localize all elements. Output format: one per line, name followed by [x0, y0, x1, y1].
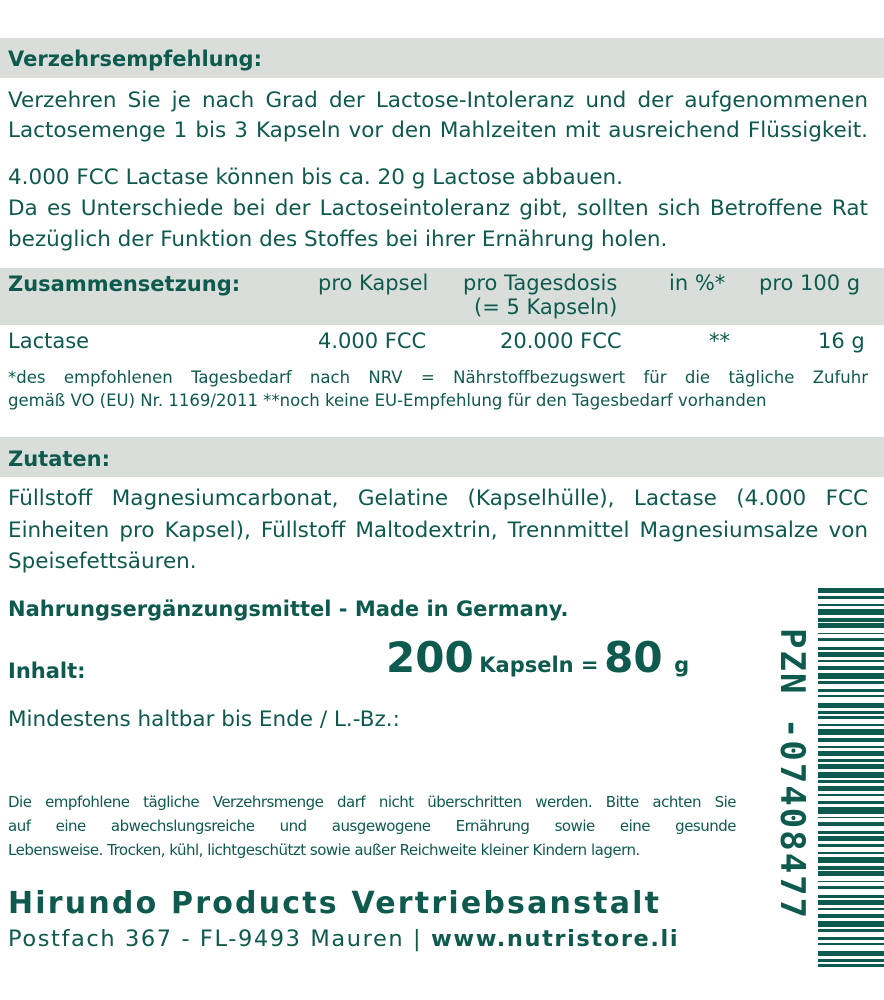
barcode-bar	[818, 633, 884, 635]
barcode-bar	[818, 673, 884, 679]
barcode-bar	[818, 703, 884, 708]
col-header-capsule: pro Kapsel	[318, 271, 429, 295]
col-header-percent: in %*	[669, 271, 726, 295]
row-daily: 20.000 FCC	[500, 329, 622, 353]
company-website[interactable]: www.nutristore.li	[430, 926, 680, 952]
pzn-text: PZN -07408477	[772, 628, 812, 921]
row-percent: **	[709, 329, 730, 353]
composition-header-band	[0, 268, 884, 325]
usage-line-2: Lactosemenge 1 bis 3 Kapseln vor den Mahlzeiten mit ausreichend Flüssigkeit.	[8, 118, 868, 143]
barcode-bar	[818, 794, 884, 796]
barcode-bar	[818, 780, 884, 783]
barcode-bar	[818, 609, 884, 615]
barcode-bar	[818, 618, 884, 621]
ingredients-line-2: Einheiten pro Kapsel), Füllstoff Maltodextrin, Trennmittel Magnesiumsalze von	[8, 518, 868, 543]
barcode-bar	[818, 746, 884, 748]
barcode-bar	[818, 588, 884, 593]
barcode-bar	[818, 886, 884, 889]
row-name: Lactase	[8, 329, 90, 353]
barcode-bar	[818, 623, 884, 628]
barcode-bar	[818, 844, 884, 847]
capsule-count: 200	[386, 633, 474, 682]
barcode-bar	[818, 866, 884, 869]
usage-line-3: 4.000 FCC Lactase können bis ca. 20 g Lactose abbauen.	[8, 165, 624, 190]
ingredients-line-3: Speisefettsäuren.	[8, 549, 197, 574]
barcode-bar	[818, 660, 884, 662]
barcode-bar	[818, 822, 884, 827]
barcode	[818, 588, 884, 968]
footnote-line-2: gemäß VO (EU) Nr. 1169/2011 **noch keine EU-Empfehlung für den Tagesbedarf vorhanden	[8, 391, 767, 410]
row-capsule: 4.000 FCC	[318, 329, 427, 353]
ingredients-heading: Zutaten:	[8, 447, 111, 471]
composition-heading: Zusammensetzung:	[8, 272, 241, 296]
net-weight-unit: g	[674, 653, 690, 677]
barcode-bar	[818, 929, 884, 932]
col-header-100g: pro 100 g	[759, 271, 861, 295]
barcode-bar	[818, 951, 884, 956]
barcode-bar	[818, 652, 884, 657]
barcode-bar	[818, 964, 884, 967]
barcode-bar	[818, 836, 884, 841]
footnote-line-1: *des empfohlenen Tagesbedarf nach NRV = Nährstoffbezugswert für die tägliche Zufuhr	[8, 368, 868, 387]
warning-line-2: auf eine abwechslungsreiche und ausgewogene Ernährung sowie eine gesunde	[8, 817, 736, 835]
warning-line-1: Die empfohlene tägliche Verzehrsmenge darf nicht überschritten werden. Bitte achten Sie	[8, 793, 736, 811]
barcode-bar	[818, 786, 884, 791]
barcode-bar	[818, 852, 884, 854]
usage-line-1: Verzehren Sie je nach Grad der Lactose-Intoleranz und der aufgenommenen	[8, 88, 868, 113]
content-amount	[386, 633, 689, 682]
barcode-bar	[818, 772, 884, 778]
barcode-bar	[818, 943, 884, 945]
usage-heading-band	[0, 38, 884, 78]
barcode-bar	[818, 689, 884, 692]
company-address: Postfach 367 - FL-9493 Mauren |	[8, 926, 431, 952]
barcode-bar	[818, 871, 884, 876]
col-header-daily: pro Tagesdosis	[463, 271, 618, 295]
best-before: Mindestens haltbar bis Ende / L.-Bz.:	[8, 707, 400, 732]
ingredients-line-1: Füllstoff Magnesiumcarbonat, Gelatine (Kapselhülle), Lactase (4.000 FCC	[8, 486, 868, 511]
barcode-bar	[818, 857, 884, 863]
barcode-bar	[818, 638, 884, 641]
barcode-bar	[818, 681, 884, 684]
company-name: Hirundo Products Vertriebsanstalt	[8, 886, 662, 921]
content-label: Inhalt:	[8, 659, 86, 683]
barcode-bar	[818, 604, 884, 606]
warning-line-3: Lebensweise. Trocken, kühl, lichtgeschützt sowie außer Reichweite kleiner Kindern lagern.	[8, 841, 640, 859]
barcode-bar	[818, 959, 884, 962]
barcode-bar	[818, 738, 884, 741]
barcode-bar	[818, 764, 884, 769]
company-address-line	[8, 926, 679, 952]
barcode-bar	[818, 647, 884, 650]
net-weight: 80	[604, 633, 663, 682]
barcode-bar	[818, 729, 884, 735]
barcode-bar	[818, 596, 884, 599]
barcode-bar	[818, 921, 884, 927]
barcode-bar	[818, 751, 884, 756]
barcode-bar	[818, 716, 884, 719]
usage-line-5: bezüglich der Funktion des Stoffes bei ihrer Ernährung holen.	[8, 227, 668, 252]
barcode-bar	[818, 908, 884, 910]
barcode-bar	[818, 759, 884, 762]
barcode-bar	[818, 801, 884, 804]
supplement-statement: Nahrungsergänzungsmittel - Made in Germany.	[8, 597, 569, 621]
col-header-daily-sub: (= 5 Kapseln)	[474, 295, 618, 319]
barcode-bar	[818, 831, 884, 834]
barcode-bar	[818, 881, 884, 883]
barcode-bar	[818, 807, 884, 813]
barcode-bar	[818, 895, 884, 898]
barcode-bar	[818, 900, 884, 905]
barcode-bar	[818, 937, 884, 940]
pzn-code	[768, 628, 814, 928]
barcode-bar	[818, 914, 884, 917]
barcode-bar	[818, 695, 884, 697]
barcode-bar	[818, 724, 884, 726]
usage-heading: Verzehrsempfehlung:	[8, 47, 262, 71]
barcode-bar	[818, 711, 884, 714]
usage-line-4: Da es Unterschiede bei der Lactoseintoleranz gibt, sollten sich Betroffene Rat	[8, 196, 868, 221]
barcode-bar	[818, 666, 884, 669]
capsule-count-unit: Kapseln =	[479, 653, 599, 677]
barcode-bar	[818, 817, 884, 819]
ingredients-heading-band	[0, 437, 884, 477]
row-100g: 16 g	[818, 329, 865, 353]
